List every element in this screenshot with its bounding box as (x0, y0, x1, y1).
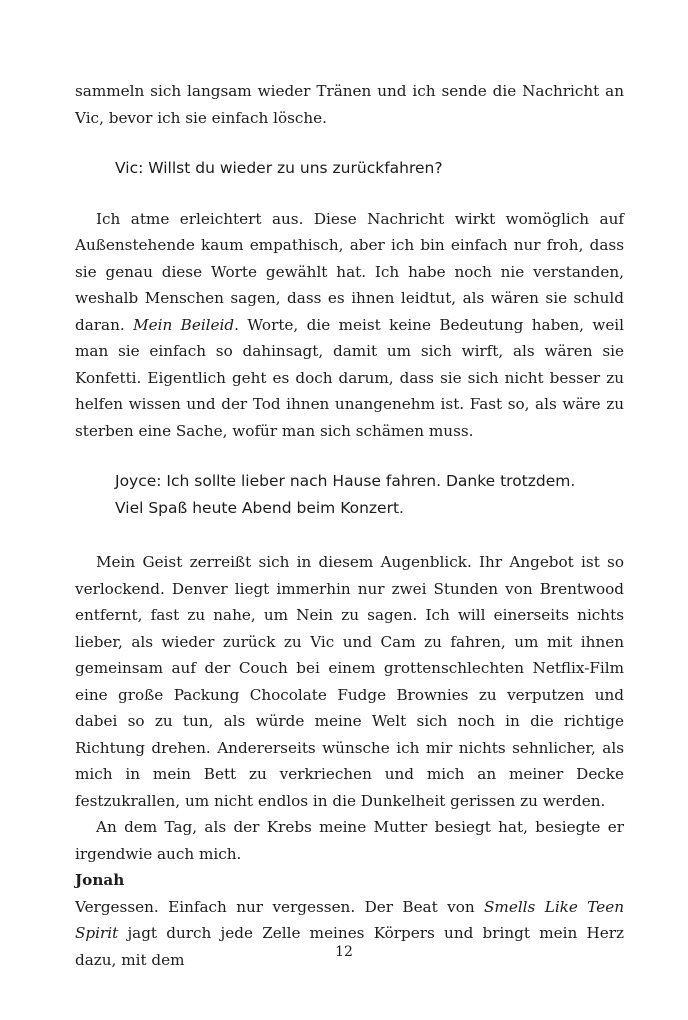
section-heading: Jonah (75, 871, 125, 889)
text-message-joyce-line-2: Viel Spaß heute Abend beim Konzert. (115, 498, 404, 517)
paragraph-2-italic: Mein Beileid (133, 315, 235, 334)
paragraph-5-text-a: Vergessen. Einfach nur vergessen. Der Beat von (75, 897, 485, 916)
text-message-joyce-line-1: Joyce: Ich sollte lieber nach Hause fahren. Danke trotzdem. (115, 472, 576, 490)
text-message-joyce (75, 468, 624, 521)
page-number: 12 (335, 944, 353, 960)
paragraph-5-italic: Smells Like Teen Spirit (75, 897, 624, 942)
paragraph-2 (75, 206, 624, 445)
book-page-body (75, 78, 624, 973)
paragraph-1: sammeln sich langsam wieder Tränen und ich sende die Nachricht an Vic, bevor ich sie einfach lösche. (75, 82, 624, 127)
paragraph-2-text-a: Ich atme erleichtert aus. Diese Nachricht wirkt womöglich auf Außenstehende kaum empathisch, aber ich bin einfach nur froh, dass sie genau diese Worte gewählt hat. Ich habe noch nie verstanden, weshalb Menschen sagen, dass es ihnen leidtut, als wären sie schuld daran. (75, 209, 624, 334)
paragraph-3: Mein Geist zerreißt sich in diesem Augenblick. Ihr Angebot ist so verlockend. Denver liegt immerhin nur zwei Stunden von Brentwood entfernt, fast zu nahe, um Nein zu sagen. Ich will einerseits nichts lieber, als wieder zurück zu Vic und Cam zu fahren, um mit ihnen gemeinsam auf der Couch bei einem grottenschlechten Netflix-Film eine große Packung Chocolate Fudge Brownies zu verputzen und dabei so zu tun, als würde meine Welt sich noch in die richtige Richtung drehen. Andererseits wünsche ich mir nichts sehnlicher, als mich in mein Bett zu verkriechen und mich an meiner Decke festzukrallen, um nicht endlos in die Dunkelheit gerissen zu werden. (75, 553, 624, 810)
paragraph-2-text-b: . Worte, die meist keine Bedeutung haben, weil man sie einfach so dahinsagt, damit um sich wirft, als wären sie Konfetti. Eigentlich geht es doch darum, dass sie sich nicht besser zu helfen wissen und der Tod ihnen unangenehm ist. Fast so, als wäre zu sterben eine Sache, wofür man sich schämen muss. (75, 315, 625, 440)
paragraph-4: An dem Tag, als der Krebs meine Mutter besiegt hat, besiegte er irgendwie auch mich. (75, 818, 624, 863)
paragraph-5-text-b: jagt durch jede Zelle meines Körpers und bringt mein Herz dazu, mit dem (75, 924, 624, 969)
paragraph-5 (75, 894, 624, 974)
text-message-vic: Vic: Willst du wieder zu uns zurückfahren? (115, 159, 443, 177)
